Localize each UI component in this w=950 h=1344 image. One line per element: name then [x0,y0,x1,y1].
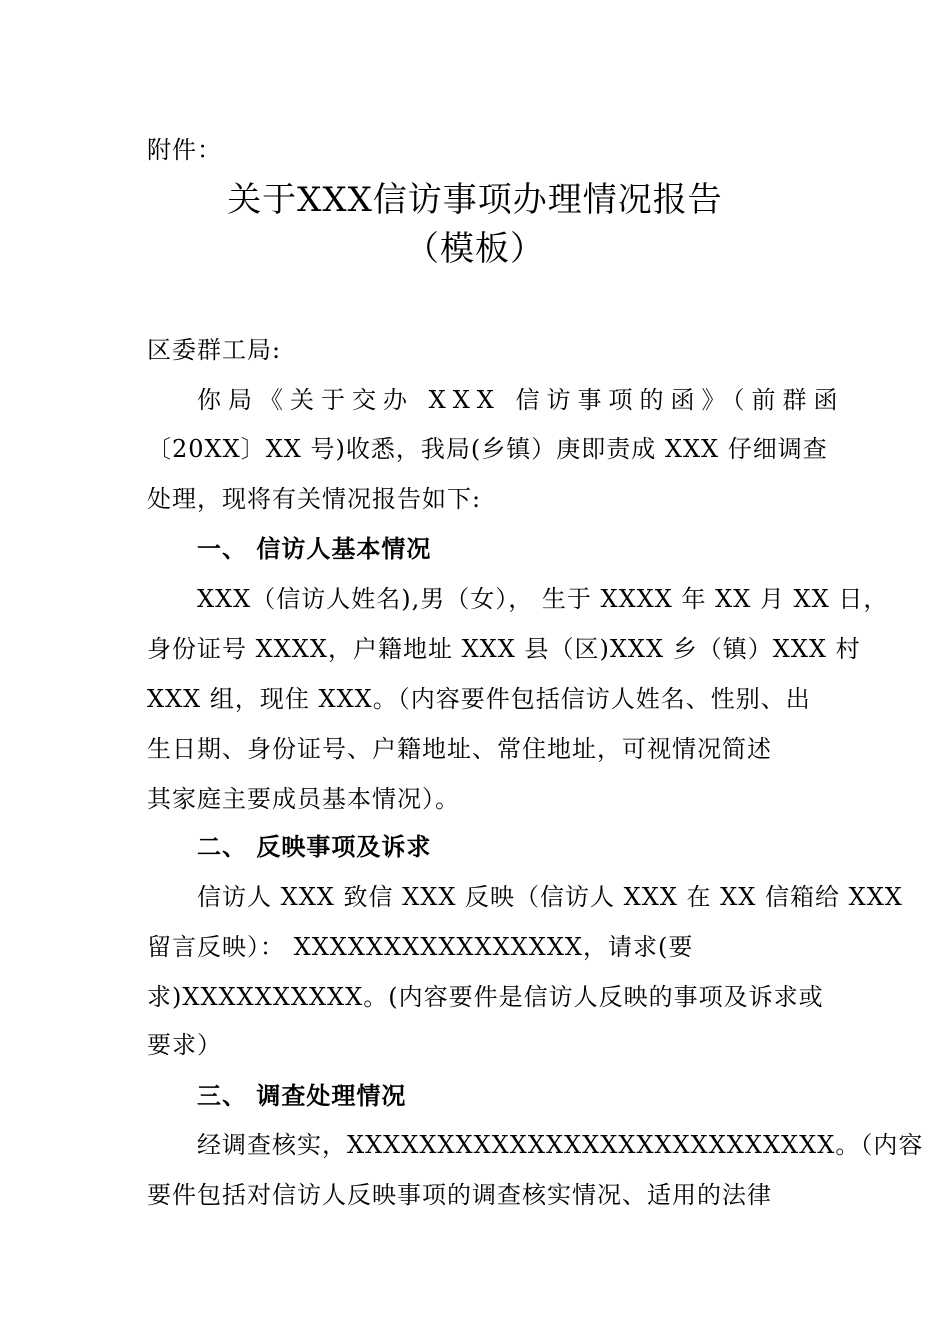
section-1-line-2: 身份证号 XXXX，户籍地址 XXX 县（区)XXX 乡（镇）XXX 村 [147,635,861,663]
section-1-line-5: 其家庭主要成员基本情况）。 [147,785,460,813]
section-2-line-4: 要求） [147,1031,222,1059]
section-1-line-3: XXX 组，现住 XXX。（内容要件包括信访人姓名、性别、出 [147,685,811,713]
section-2-line-3: 求)XXXXXXXXXX。(内容要件是信访人反映的事项及诉求或 [147,983,824,1011]
attachment-label: 附件： [147,136,222,164]
document-subtitle: （模板） [405,229,545,269]
section-2-line-2: 留言反映）： XXXXXXXXXXXXXXXX，请求(要 [147,933,694,961]
section-1-heading: 一、 信访人基本情况 [197,535,432,563]
section-1-line-1: XXX（信访人姓名),男（女）， 生于 XXXX 年 XX 月 XX 日， [197,585,889,613]
section-3-line-2: 要件包括对信访人反映事项的调查核实情况、适用的法律 [147,1181,772,1209]
intro-line-1: 你局《关于交办 XXX 信访事项的函》（前群函 [197,386,845,414]
section-1-line-4: 生日期、身份证号、户籍地址、常住地址，可视情况简述 [147,735,772,763]
document-title: 关于XXX信访事项办理情况报告 [227,180,723,220]
intro-line-3: 处理，现将有关情况报告如下: [147,485,482,513]
section-2-heading: 二、 反映事项及诉求 [197,833,432,861]
intro-line-2: 〔20XX〕XX 号)收悉，我局(乡镇）庚即责成 XXX 仔细调查 [147,435,828,463]
section-3-line-1: 经调查核实，XXXXXXXXXXXXXXXXXXXXXXXXXXX。（内容 [197,1131,924,1159]
section-2-line-1: 信访人 XXX 致信 XXX 反映（信访人 XXX 在 XX 信箱给 XXX [197,883,903,911]
section-3-heading: 三、 调查处理情况 [197,1082,407,1110]
addressee: 区委群工局: [147,336,282,364]
